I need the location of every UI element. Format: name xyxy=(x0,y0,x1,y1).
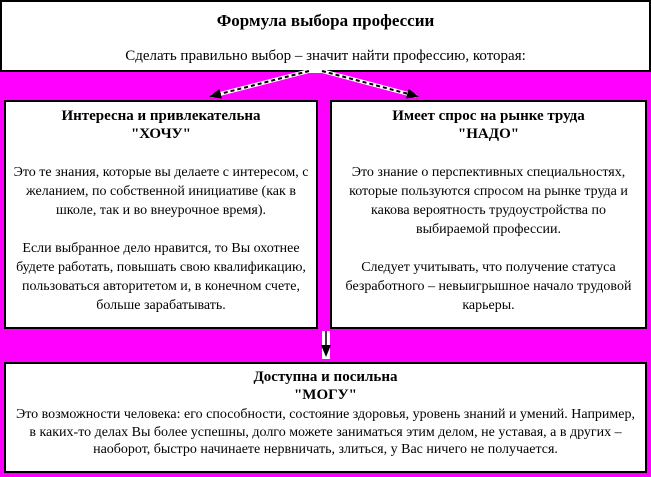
need-box-paragraph: Следует учитывать, что получение статуса безработного – невыигрышное начало трудовой карьеры. xyxy=(345,260,632,313)
need-box-title: Имеет спрос на рынке труда xyxy=(392,108,585,124)
header-box xyxy=(0,0,651,72)
want-box-paragraph: Если выбранное дело нравится, то Вы охотнее будете работать, повышать свою квалификацию, пользоваться авторитетом и, в конечном счете, больше зарабатывать. xyxy=(16,241,306,313)
want-box-paragraph: Это те знания, которые вы делаете с интересом, с желанием, по собственной инициативе (как в школе, так и во внеурочное время). xyxy=(13,165,309,218)
want-box-title: Интересна и привлекательна xyxy=(61,108,261,124)
can-box-title: Доступна и посильна xyxy=(253,369,398,385)
can-box-paragraph: Это возможности человека: его способности, состояние здоровья, уровень знаний и умений. Например, в каких-то делах Вы более успешны, долго можете заниматься этим делом, не уставая, а в других – наоборот, быстро начинаете нервничать, злиться, у Вас ничего не получается. xyxy=(15,407,635,457)
diagonal-arrow-down-right-icon xyxy=(322,71,416,96)
page-title: Формула выбора профессии xyxy=(216,11,435,30)
can-box-keyword: "МОГУ" xyxy=(293,387,358,403)
want-box xyxy=(4,100,318,329)
can-box xyxy=(4,362,647,473)
page-subtitle: Сделать правильно выбор – значит найти профессию, которая: xyxy=(125,48,526,64)
need-box-paragraph: Это знание о перспективных специальностях, которые пользуются спросом на рынке труда и какова вероятность трудоустройства по выбираемой профессии. xyxy=(349,165,628,237)
diagonal-arrow-down-left-icon xyxy=(212,71,309,96)
need-box xyxy=(330,100,647,329)
need-box-keyword: "НАДО" xyxy=(457,126,520,142)
want-box-keyword: "ХОЧУ" xyxy=(130,126,192,142)
